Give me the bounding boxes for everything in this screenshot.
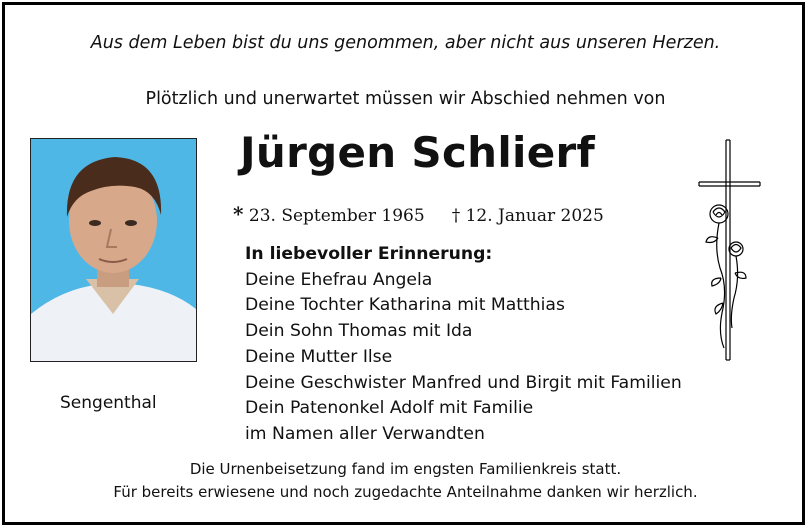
portrait-photo [30,138,197,362]
place-name: Sengenthal [60,393,157,413]
mourners-list [245,242,682,448]
birth-symbol: * [233,202,244,226]
mourner-line: Dein Sohn Thomas mit Ida [245,321,473,342]
burial-line-1: Die Urnenbeisetzung fand im engsten Familienkreis statt. [189,460,622,478]
birth-date: 23. September 1965 [248,206,425,226]
portrait-illustration [31,139,196,361]
deceased-name: Jürgen Schlierf [240,128,596,177]
mourner-line: im Namen aller Verwandten [245,423,485,444]
death-date: 12. Januar 2025 [465,206,604,226]
mourners-heading: In liebevoller Erinnerung: [245,244,493,264]
mourner-line: Deine Tochter Katharina mit Matthias [245,295,565,316]
burial-line-2: Für bereits erwiesene und noch zugedachte Anteilnahme danken wir herzlich. [113,483,698,501]
mourner-line: Deine Ehefrau Angela [245,269,433,290]
mourner-line: Deine Mutter Ilse [245,346,393,367]
mourner-line: Dein Patenonkel Adolf mit Familie [245,398,534,419]
life-dates [233,202,604,226]
motto-text: Aus dem Leben bist du uns genommen, aber nicht aus unseren Herzen. [90,33,721,53]
intro-text: Plötzlich und unerwartet müssen wir Abschied nehmen von [145,89,666,109]
cross-with-roses-icon [690,138,770,363]
burial-notice [0,458,811,504]
death-symbol: † [451,206,461,226]
mourner-line: Deine Geschwister Manfred und Birgit mit Familien [245,372,682,393]
